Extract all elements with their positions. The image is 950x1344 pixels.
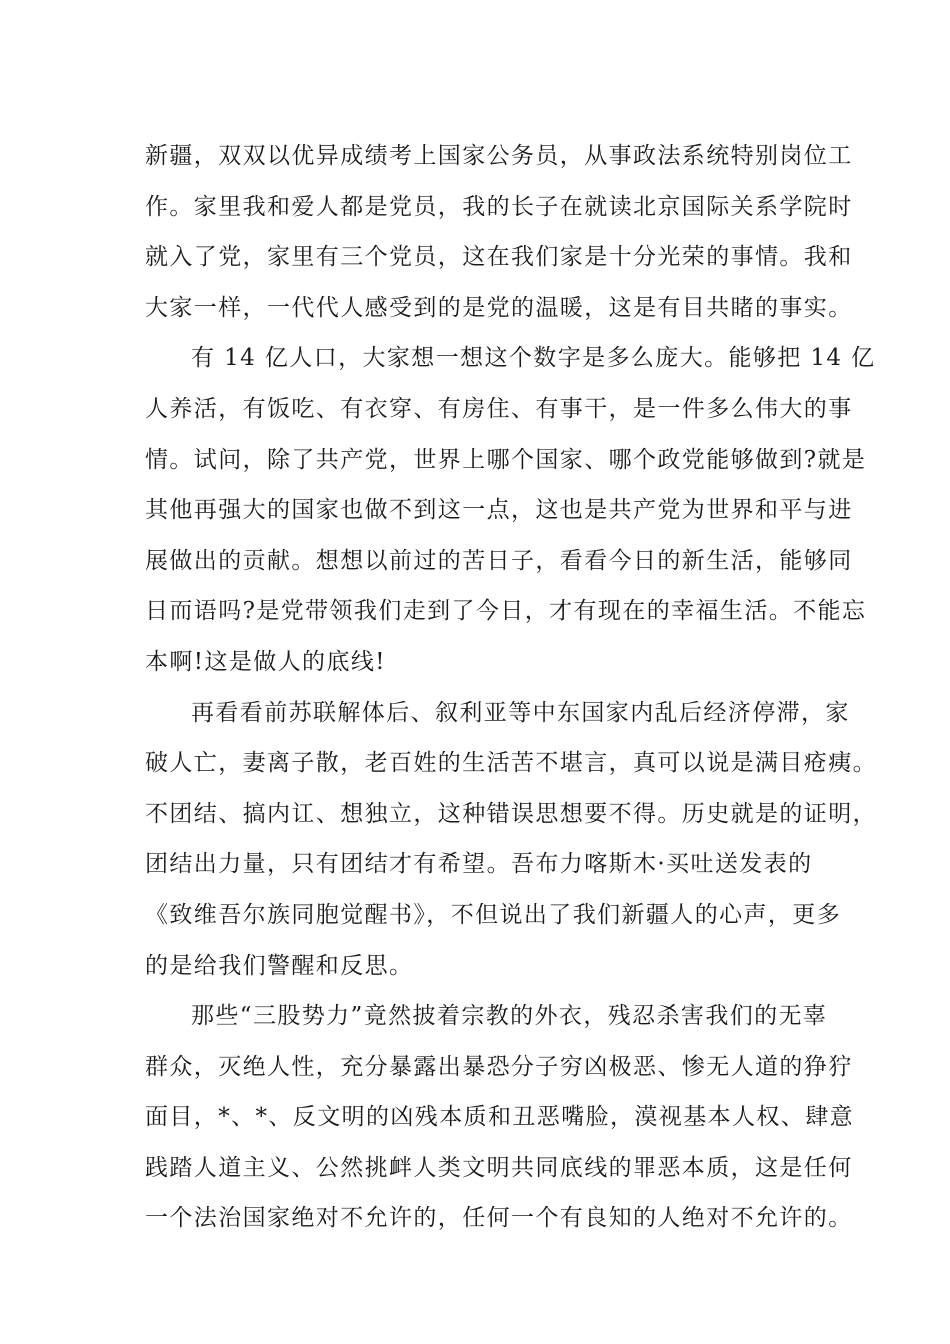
text-line: 日而语吗?是党带领我们走到了今日，才有现在的幸福生活。不能忘	[145, 598, 867, 625]
paragraph-start-line: 有 14 亿人口，大家想一想这个数字是多么庞大。能够把 14 亿	[191, 345, 876, 372]
paragraph-start-line: 那些“三股势力”竟然披着宗教的外衣，残忍杀害我们的无辜	[191, 1003, 828, 1030]
text-line: 新疆，双双以优异成绩考上国家公务员，从事政法系统特别岗位工	[145, 143, 853, 169]
text-line: 践踏人道主义、公然挑衅人类文明共同底线的罪恶本质，这是任何	[145, 1154, 853, 1181]
text-line: 作。家里我和爱人都是党员，我的长子在就读北京国际关系学院时	[145, 193, 853, 220]
text-line: 人养活，有饭吃、有衣穿、有房住、有事干，是一件多么伟大的事	[145, 395, 853, 422]
text-line: 展做出的贡献。想想以前过的苦日子，看看今日的新生活，能够同	[145, 547, 853, 574]
text-line: 《致维吾尔族同胞觉醒书》，不但说出了我们新疆人的心声，更多	[145, 901, 842, 928]
document-body	[145, 131, 877, 1244]
text-line: 的是给我们警醒和反思。	[145, 952, 414, 979]
text-line: 破人亡，妻离子散，老百姓的生活苦不堪言，真可以说是满目疮痍。	[145, 750, 877, 777]
text-line: 本啊!这是做人的底线!	[145, 648, 386, 675]
text-line: 团结出力量，只有团结才有希望。吾布力喀斯木·买吐送发表的	[145, 851, 813, 878]
text-line: 群众，灭绝人性，充分暴露出暴恐分子穷凶极恶、惨无人道的狰狞	[145, 1053, 853, 1080]
text-line: 一个法治国家绝对不允许的，任何一个有良知的人绝对不允许的。	[145, 1205, 853, 1232]
paragraph-start-line: 再看看前苏联解体后、叙利亚等中东国家内乱后经济停滞，家	[191, 699, 850, 726]
text-line: 面目，*、*、反文明的凶残本质和丑恶嘴脸，漠视基本人权、肆意	[145, 1104, 854, 1131]
text-line: 不团结、搞内讧、想独立，这种错误思想要不得。历史就是的证明，	[145, 800, 877, 827]
text-line: 情。试问，除了共产党，世界上哪个国家、哪个政党能够做到?就是	[145, 446, 867, 473]
text-line: 大家一样，一代代人感受到的是党的温暖，这是有目共睹的事实。	[145, 294, 853, 321]
text-line: 就入了党，家里有三个党员，这在我们家是十分光荣的事情。我和	[145, 244, 853, 271]
text-line: 其他再强大的国家也做不到这一点，这也是共产党为世界和平与进	[145, 497, 853, 524]
